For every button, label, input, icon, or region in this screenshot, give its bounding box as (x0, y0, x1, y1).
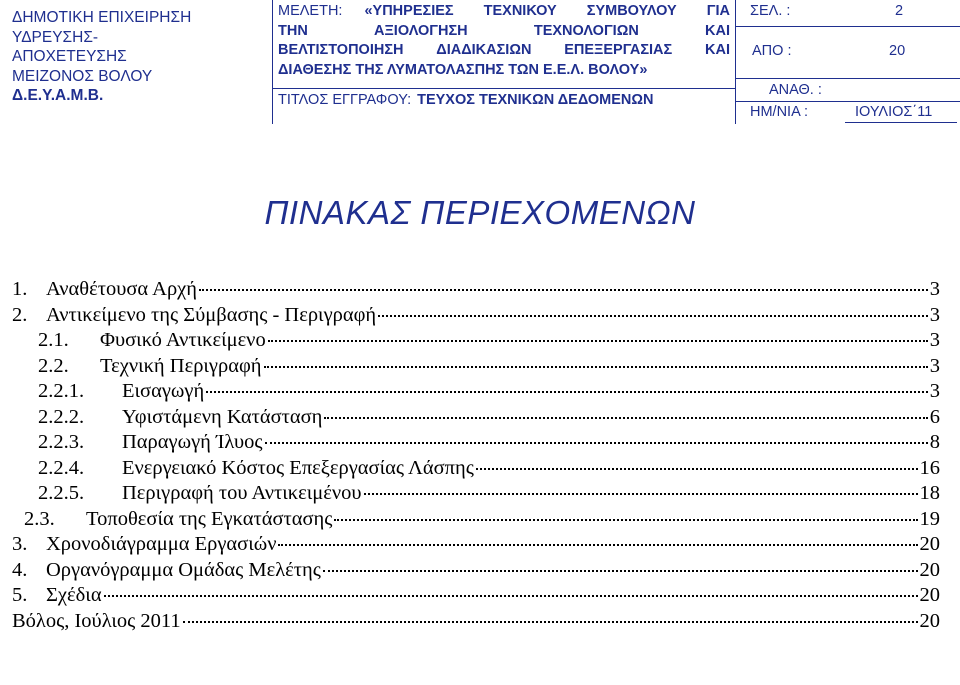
study-word: ΚΑΙ (705, 22, 730, 39)
page-number-value: 2 (895, 3, 904, 19)
toc-number: 2.2.5. (38, 482, 85, 504)
total-pages-label: ΑΠΟ : (752, 43, 792, 59)
organization-line: ΔΗΜΟΤΙΚΗ ΕΠΙΧΕΙΡΗΣΗ (12, 9, 192, 26)
toc-leader (476, 468, 918, 470)
toc-text: Αναθέτουσα Αρχή (46, 278, 197, 300)
toc-page: 6 (929, 405, 940, 428)
toc-page: 3 (929, 329, 940, 351)
toc-text: Αντικείμενο της Σύμβασης - Περιγραφή (46, 303, 377, 326)
document-title-label: ΤΙΤΛΟΣ ΕΓΓΡΑΦΟΥ: (278, 92, 412, 108)
toc-entry[interactable] (12, 328, 940, 354)
toc-entry[interactable] (12, 379, 940, 405)
organization-line: ΜΕΙΖΟΝΟΣ ΒΟΛΟΥ (12, 67, 153, 85)
toc-leader (278, 544, 917, 546)
toc-page: 20 (919, 533, 940, 555)
study-line (278, 61, 730, 81)
toc-number: 2.1. (38, 329, 69, 351)
study-word: ΔΙΑΔΙΚΑΣΙΩΝ (436, 42, 532, 58)
toc-text: Βόλος, Ιούλιος 2011 (12, 609, 181, 632)
toc-number: 2.2.3. (38, 431, 85, 453)
document-title-value: ΤΕΥΧΟΣ ΤΕΧΝΙΚΩΝ ΔΕΔΟΜΕΝΩΝ (417, 92, 654, 108)
page-number-label: ΣΕΛ. : (750, 3, 791, 19)
toc-leader (104, 595, 918, 597)
toc-page: 3 (929, 354, 940, 377)
study-line (278, 41, 730, 61)
toc-text: Ενεργειακό Κόστος Επεξεργασίας Λάσπης (122, 456, 474, 479)
document-title-block (278, 88, 730, 112)
toc-number: 2.2.4. (38, 456, 85, 479)
organization-acronym: Δ.Ε.Υ.Α.Μ.Β. (12, 87, 104, 104)
toc-leader (264, 366, 928, 368)
organization-block (12, 8, 268, 118)
toc-leader (324, 417, 927, 419)
toc-page: 3 (929, 303, 940, 326)
toc-number: 2.2. (38, 354, 69, 377)
study-line (278, 22, 730, 42)
date-label: ΗΜ/ΝΙΑ : (750, 104, 809, 120)
toc-entry[interactable] (12, 507, 940, 533)
toc-entry[interactable] (12, 481, 940, 507)
study-label: ΜΕΛΕΤΗ: (278, 3, 343, 19)
study-word: ΕΠΕΞΕΡΓΑΣΙΑΣ (564, 42, 673, 58)
toc-leader (334, 519, 917, 521)
header-divider (735, 101, 960, 102)
toc-entry[interactable] (12, 430, 940, 456)
date-underline (845, 122, 957, 123)
toc-entry[interactable] (12, 583, 940, 609)
toc-leader (364, 493, 918, 495)
toc-number: 2.2.1. (38, 380, 85, 402)
toc-number: 5. (12, 584, 28, 606)
toc-leader (206, 391, 928, 393)
header-divider (735, 26, 960, 27)
toc-number: 3. (12, 533, 28, 555)
toc-text: Υφιστάμενη Κατάσταση (122, 405, 323, 428)
toc-text: Τεχνική Περιγραφή (100, 354, 262, 377)
toc-text: Περιγραφή του Αντικειμένου (122, 482, 362, 504)
header-divider (735, 78, 960, 79)
study-word: ΓΙΑ (706, 3, 730, 19)
study-word: «ΥΠΗΡΕΣΙΕΣ (364, 3, 454, 19)
toc-page: 20 (919, 558, 940, 581)
toc-page: 20 (919, 584, 940, 606)
study-word: ΒΕΛΤΙΣΤΟΠΟΙΗΣΗ (278, 42, 404, 58)
toc-page: 16 (919, 456, 940, 479)
organization-line: ΥΔΡΕΥΣΗΣ- (12, 28, 99, 46)
toc-leader (323, 570, 918, 572)
toc-number: 2.3. (24, 507, 55, 530)
toc-entry[interactable] (12, 558, 940, 584)
toc-entry[interactable] (12, 532, 940, 558)
toc-entry[interactable] (12, 456, 940, 482)
header-divider (735, 0, 736, 124)
toc-page: 20 (919, 609, 940, 632)
toc-text: Σχέδια (46, 584, 102, 606)
study-line (278, 2, 730, 22)
toc-page: 3 (929, 380, 940, 402)
toc-page: 19 (919, 507, 940, 530)
revision-label: ΑΝΑΘ. : (769, 82, 822, 98)
toc-page: 18 (919, 482, 940, 504)
header-divider (272, 0, 273, 124)
toc-text: Τοποθεσία της Εγκατάστασης (86, 507, 333, 530)
table-of-contents (12, 277, 940, 634)
study-word: ΚΑΙ (705, 42, 730, 58)
toc-page: 3 (929, 278, 940, 300)
toc-entry[interactable] (12, 277, 940, 303)
date-value: ΙΟΥΛΙΟΣ΄11 (855, 104, 933, 120)
study-word: ΤΗΝ (278, 22, 308, 39)
organization-line: ΑΠΟΧΕΤΕΥΣΗΣ (12, 48, 127, 65)
page-title: ΠΙΝΑΚΑΣ ΠΕΡΙΕΧΟΜΕΝΩΝ (264, 194, 696, 231)
study-word: ΤΕΧΝΟΛΟΓΙΩΝ (533, 22, 639, 39)
toc-leader (199, 289, 928, 291)
toc-number: 1. (12, 278, 28, 300)
toc-leader (183, 621, 918, 623)
toc-entry[interactable] (12, 303, 940, 329)
toc-text: Παραγωγή Ίλυος (122, 431, 263, 453)
study-word: ΤΕΧΝΙΚΟΥ (483, 3, 557, 19)
toc-leader (265, 442, 928, 444)
total-pages-value: 20 (889, 43, 906, 59)
study-word: ΣΥΜΒΟΥΛΟΥ (586, 3, 677, 19)
toc-page: 8 (929, 431, 940, 453)
toc-text: Οργανόγραμμα Ομάδας Μελέτης (46, 558, 321, 581)
toc-number: 2. (12, 303, 28, 326)
toc-text: Χρονοδιάγραμμα Εργασιών (46, 533, 277, 555)
toc-leader (268, 340, 928, 342)
study-word: ΔΙΑΘΕΣΗΣ ΤΗΣ ΛΥΜΑΤΟΛΑΣΠΗΣ ΤΩΝ Ε.Ε.Λ. ΒΟΛΟΥ» (278, 61, 648, 78)
toc-leader (378, 315, 928, 317)
toc-text: Εισαγωγή (122, 380, 205, 402)
study-word: ΑΞΙΟΛΟΓΗΣΗ (374, 22, 468, 39)
toc-entry[interactable] (12, 354, 940, 380)
study-block (278, 2, 730, 90)
toc-entry[interactable] (12, 405, 940, 431)
document-header (0, 0, 960, 130)
toc-number: 2.2.2. (38, 405, 85, 428)
toc-text: Φυσικό Αντικείμενο (100, 329, 266, 351)
toc-entry[interactable] (12, 609, 940, 635)
toc-number: 4. (12, 558, 28, 581)
